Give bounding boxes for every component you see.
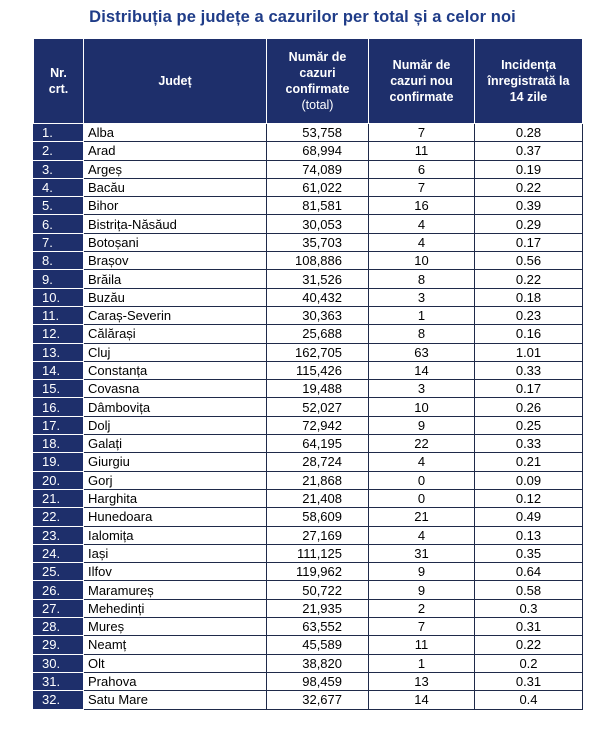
total-cases-cell: 162,705 <box>267 343 369 361</box>
row-number-cell: 3. <box>34 160 84 178</box>
county-name-cell: Ilfov <box>84 563 267 581</box>
new-cases-cell: 0 <box>369 489 475 507</box>
table-body <box>34 124 583 710</box>
row-number-cell: 4. <box>34 178 84 196</box>
table-row <box>34 233 583 251</box>
row-number-cell: 12. <box>34 325 84 343</box>
header-noi-line2: cazuri nou <box>390 74 453 88</box>
row-number-cell: 23. <box>34 526 84 544</box>
total-cases-cell: 27,169 <box>267 526 369 544</box>
new-cases-cell: 3 <box>369 288 475 306</box>
table-row <box>34 380 583 398</box>
table-row <box>34 435 583 453</box>
new-cases-cell: 1 <box>369 306 475 324</box>
incidence-cell: 0.22 <box>475 178 583 196</box>
table-row <box>34 453 583 471</box>
incidence-cell: 0.31 <box>475 618 583 636</box>
new-cases-cell: 63 <box>369 343 475 361</box>
county-name-cell: Dâmbovița <box>84 398 267 416</box>
new-cases-cell: 13 <box>369 672 475 690</box>
page-title: Distribuția pe județe a cazurilor per total și a celor noi <box>89 8 516 26</box>
county-name-cell: Călărași <box>84 325 267 343</box>
new-cases-cell: 7 <box>369 178 475 196</box>
incidence-cell: 0.12 <box>475 489 583 507</box>
table-row <box>34 581 583 599</box>
new-cases-cell: 14 <box>369 361 475 379</box>
row-number-cell: 32. <box>34 691 84 709</box>
header-incidenta-line1: Incidența <box>501 58 556 72</box>
row-number-cell: 17. <box>34 416 84 434</box>
table-row <box>34 252 583 270</box>
row-number-cell: 14. <box>34 361 84 379</box>
county-name-cell: Constanța <box>84 361 267 379</box>
row-number-cell: 15. <box>34 380 84 398</box>
incidence-cell: 0.22 <box>475 636 583 654</box>
row-number-cell: 8. <box>34 252 84 270</box>
total-cases-cell: 21,935 <box>267 599 369 617</box>
incidence-cell: 0.33 <box>475 435 583 453</box>
incidence-cell: 0.13 <box>475 526 583 544</box>
new-cases-cell: 10 <box>369 398 475 416</box>
header-incidenta-line2: înregistrată la <box>487 74 570 88</box>
row-number-cell: 20. <box>34 471 84 489</box>
table-row <box>34 124 583 142</box>
table-row <box>34 563 583 581</box>
incidence-cell: 0.4 <box>475 691 583 709</box>
incidence-cell: 0.28 <box>475 124 583 142</box>
incidence-cell: 0.58 <box>475 581 583 599</box>
row-number-cell: 22. <box>34 508 84 526</box>
table-row <box>34 160 583 178</box>
total-cases-cell: 35,703 <box>267 233 369 251</box>
table-row <box>34 306 583 324</box>
new-cases-cell: 9 <box>369 416 475 434</box>
total-cases-cell: 68,994 <box>267 142 369 160</box>
row-number-cell: 1. <box>34 124 84 142</box>
county-name-cell: Caraș-Severin <box>84 306 267 324</box>
table-row <box>34 288 583 306</box>
incidence-cell: 0.26 <box>475 398 583 416</box>
incidence-cell: 0.2 <box>475 654 583 672</box>
county-name-cell: Buzău <box>84 288 267 306</box>
table-header <box>34 39 583 124</box>
total-cases-cell: 40,432 <box>267 288 369 306</box>
total-cases-cell: 21,868 <box>267 471 369 489</box>
row-number-cell: 30. <box>34 654 84 672</box>
county-name-cell: Bihor <box>84 197 267 215</box>
incidence-cell: 0.22 <box>475 270 583 288</box>
incidence-cell: 0.31 <box>475 672 583 690</box>
total-cases-cell: 30,363 <box>267 306 369 324</box>
county-name-cell: Cluj <box>84 343 267 361</box>
new-cases-cell: 22 <box>369 435 475 453</box>
header-confirmate-line2: cazuri <box>299 66 336 80</box>
new-cases-cell: 14 <box>369 691 475 709</box>
row-number-cell: 25. <box>34 563 84 581</box>
new-cases-cell: 1 <box>369 654 475 672</box>
incidence-cell: 0.21 <box>475 453 583 471</box>
county-name-cell: Mehedinți <box>84 599 267 617</box>
row-number-cell: 5. <box>34 197 84 215</box>
row-number-cell: 13. <box>34 343 84 361</box>
incidence-cell: 0.09 <box>475 471 583 489</box>
table-row <box>34 544 583 562</box>
row-number-cell: 7. <box>34 233 84 251</box>
row-number-cell: 29. <box>34 636 84 654</box>
incidence-cell: 0.19 <box>475 160 583 178</box>
table-row <box>34 343 583 361</box>
header-nr-line1: Nr. <box>50 66 67 80</box>
total-cases-cell: 38,820 <box>267 654 369 672</box>
total-cases-cell: 111,125 <box>267 544 369 562</box>
table-row <box>34 142 583 160</box>
table-row <box>34 636 583 654</box>
incidence-cell: 0.37 <box>475 142 583 160</box>
table-row <box>34 654 583 672</box>
total-cases-cell: 58,609 <box>267 508 369 526</box>
row-number-cell: 11. <box>34 306 84 324</box>
incidence-cell: 1.01 <box>475 343 583 361</box>
county-name-cell: Alba <box>84 124 267 142</box>
incidence-cell: 0.16 <box>475 325 583 343</box>
new-cases-cell: 7 <box>369 124 475 142</box>
incidence-cell: 0.33 <box>475 361 583 379</box>
total-cases-cell: 53,758 <box>267 124 369 142</box>
table-row <box>34 398 583 416</box>
row-number-cell: 24. <box>34 544 84 562</box>
table-row <box>34 471 583 489</box>
total-cases-cell: 50,722 <box>267 581 369 599</box>
header-confirmate-sub: (total) <box>301 98 334 112</box>
row-number-cell: 6. <box>34 215 84 233</box>
county-name-cell: Covasna <box>84 380 267 398</box>
incidence-cell: 0.35 <box>475 544 583 562</box>
table-row <box>34 691 583 709</box>
header-nr-crt <box>34 39 84 124</box>
table-row <box>34 526 583 544</box>
incidence-cell: 0.17 <box>475 380 583 398</box>
row-number-cell: 9. <box>34 270 84 288</box>
county-name-cell: Iași <box>84 544 267 562</box>
new-cases-cell: 8 <box>369 325 475 343</box>
row-number-cell: 19. <box>34 453 84 471</box>
total-cases-cell: 61,022 <box>267 178 369 196</box>
total-cases-cell: 32,677 <box>267 691 369 709</box>
new-cases-cell: 16 <box>369 197 475 215</box>
table-row <box>34 178 583 196</box>
county-name-cell: Dolj <box>84 416 267 434</box>
row-number-cell: 26. <box>34 581 84 599</box>
county-name-cell: Galați <box>84 435 267 453</box>
county-name-cell: Gorj <box>84 471 267 489</box>
total-cases-cell: 19,488 <box>267 380 369 398</box>
total-cases-cell: 28,724 <box>267 453 369 471</box>
incidence-cell: 0.29 <box>475 215 583 233</box>
header-noi-line3: confirmate <box>389 90 454 104</box>
total-cases-cell: 81,581 <box>267 197 369 215</box>
incidence-cell: 0.3 <box>475 599 583 617</box>
total-cases-cell: 25,688 <box>267 325 369 343</box>
county-name-cell: Olt <box>84 654 267 672</box>
incidence-cell: 0.17 <box>475 233 583 251</box>
new-cases-cell: 4 <box>369 233 475 251</box>
new-cases-cell: 21 <box>369 508 475 526</box>
total-cases-cell: 72,942 <box>267 416 369 434</box>
county-cases-table <box>33 38 583 710</box>
row-number-cell: 16. <box>34 398 84 416</box>
new-cases-cell: 4 <box>369 526 475 544</box>
county-name-cell: Bacău <box>84 178 267 196</box>
row-number-cell: 21. <box>34 489 84 507</box>
header-confirmate-line3: confirmate <box>285 82 350 96</box>
incidence-cell: 0.39 <box>475 197 583 215</box>
total-cases-cell: 63,552 <box>267 618 369 636</box>
total-cases-cell: 45,589 <box>267 636 369 654</box>
new-cases-cell: 10 <box>369 252 475 270</box>
incidence-cell: 0.64 <box>475 563 583 581</box>
county-name-cell: Brașov <box>84 252 267 270</box>
incidence-cell: 0.49 <box>475 508 583 526</box>
county-name-cell: Neamț <box>84 636 267 654</box>
incidence-cell: 0.23 <box>475 306 583 324</box>
county-name-cell: Bistrița-Năsăud <box>84 215 267 233</box>
table-row <box>34 361 583 379</box>
county-name-cell: Satu Mare <box>84 691 267 709</box>
county-name-cell: Brăila <box>84 270 267 288</box>
table-row <box>34 508 583 526</box>
county-name-cell: Giurgiu <box>84 453 267 471</box>
new-cases-cell: 11 <box>369 142 475 160</box>
header-noi-line1: Număr de <box>392 58 451 72</box>
total-cases-cell: 30,053 <box>267 215 369 233</box>
new-cases-cell: 2 <box>369 599 475 617</box>
row-number-cell: 10. <box>34 288 84 306</box>
county-name-cell: Hunedoara <box>84 508 267 526</box>
header-incidenta-line3: 14 zile <box>509 90 548 104</box>
county-name-cell: Prahova <box>84 672 267 690</box>
header-judet <box>84 39 267 124</box>
new-cases-cell: 9 <box>369 563 475 581</box>
table-row <box>34 325 583 343</box>
new-cases-cell: 4 <box>369 453 475 471</box>
new-cases-cell: 31 <box>369 544 475 562</box>
header-cazuri-confirmate <box>267 39 369 124</box>
table-row <box>34 599 583 617</box>
county-name-cell: Harghita <box>84 489 267 507</box>
table-row <box>34 215 583 233</box>
county-name-cell: Arad <box>84 142 267 160</box>
row-number-cell: 2. <box>34 142 84 160</box>
new-cases-cell: 9 <box>369 581 475 599</box>
total-cases-cell: 108,886 <box>267 252 369 270</box>
total-cases-cell: 21,408 <box>267 489 369 507</box>
header-judet-label: Județ <box>158 74 192 88</box>
table-row <box>34 270 583 288</box>
county-name-cell: Argeș <box>84 160 267 178</box>
county-name-cell: Ialomița <box>84 526 267 544</box>
new-cases-cell: 7 <box>369 618 475 636</box>
header-cazuri-noi <box>369 39 475 124</box>
total-cases-cell: 31,526 <box>267 270 369 288</box>
total-cases-cell: 115,426 <box>267 361 369 379</box>
new-cases-cell: 3 <box>369 380 475 398</box>
total-cases-cell: 119,962 <box>267 563 369 581</box>
total-cases-cell: 74,089 <box>267 160 369 178</box>
header-row <box>34 39 583 124</box>
new-cases-cell: 11 <box>369 636 475 654</box>
table-row <box>34 672 583 690</box>
row-number-cell: 28. <box>34 618 84 636</box>
county-name-cell: Mureș <box>84 618 267 636</box>
total-cases-cell: 64,195 <box>267 435 369 453</box>
total-cases-cell: 52,027 <box>267 398 369 416</box>
table-row <box>34 618 583 636</box>
new-cases-cell: 4 <box>369 215 475 233</box>
row-number-cell: 18. <box>34 435 84 453</box>
header-confirmate-line1: Număr de <box>288 50 347 64</box>
county-name-cell: Botoșani <box>84 233 267 251</box>
incidence-cell: 0.25 <box>475 416 583 434</box>
header-incidenta <box>475 39 583 124</box>
table-row <box>34 197 583 215</box>
row-number-cell: 27. <box>34 599 84 617</box>
table-row <box>34 416 583 434</box>
incidence-cell: 0.56 <box>475 252 583 270</box>
new-cases-cell: 6 <box>369 160 475 178</box>
new-cases-cell: 8 <box>369 270 475 288</box>
incidence-cell: 0.18 <box>475 288 583 306</box>
header-nr-line2: crt. <box>48 82 69 96</box>
table-row <box>34 489 583 507</box>
county-name-cell: Maramureș <box>84 581 267 599</box>
new-cases-cell: 0 <box>369 471 475 489</box>
row-number-cell: 31. <box>34 672 84 690</box>
total-cases-cell: 98,459 <box>267 672 369 690</box>
